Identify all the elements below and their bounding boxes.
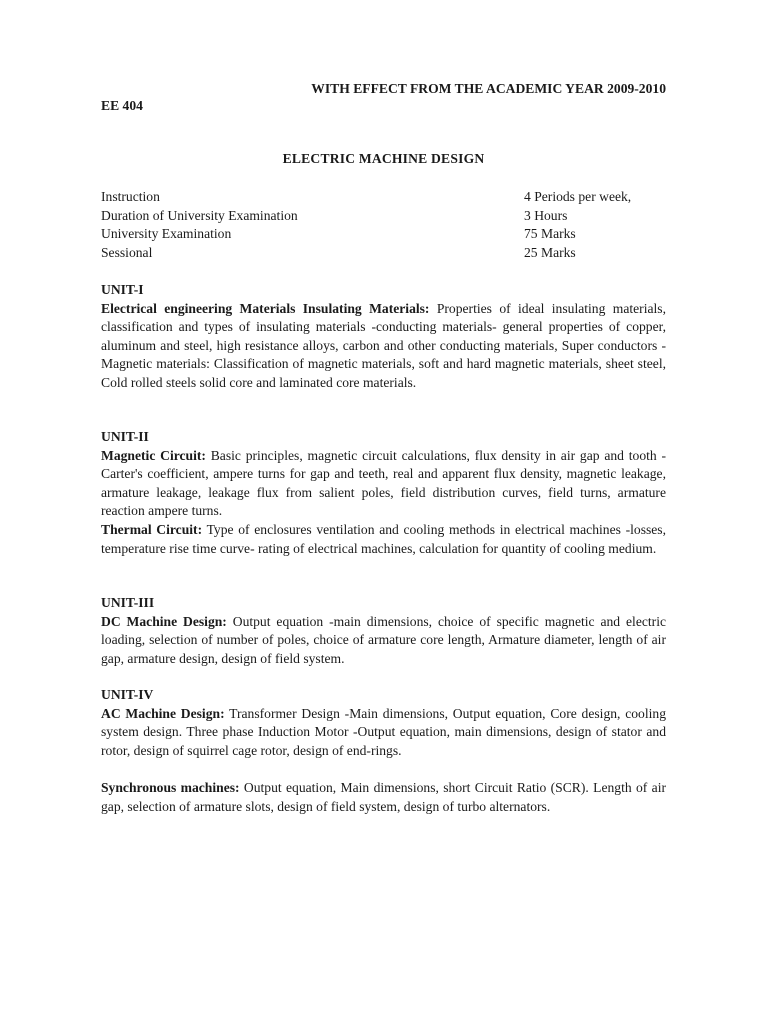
unit-3-section	[101, 594, 666, 668]
unit-paragraph	[101, 521, 666, 558]
unit-paragraph	[101, 447, 666, 521]
topic-heading: AC Machine Design:	[101, 705, 225, 721]
topic-text: Type of enclosures ventilation and cooling methods in electrical machines -losses, temperature rise time curve- rating of electrical machines, calculation for quantity of cooling medium.	[101, 521, 666, 556]
topic-heading: DC Machine Design:	[101, 613, 227, 629]
unit-4-section	[101, 686, 666, 760]
info-value: 25 Marks	[524, 244, 576, 260]
course-title: ELECTRIC MACHINE DESIGN	[282, 151, 485, 166]
unit-1-section	[101, 281, 666, 393]
info-value: 75 Marks	[524, 226, 576, 242]
info-row	[101, 188, 666, 207]
course-code: EE 404	[101, 98, 143, 113]
info-label: Instruction	[101, 189, 160, 204]
topic-text: Transformer Design -Main dimensions, Output equation, Core design, cooling system design. Three phase Induction Motor -Output equation, main dimensions, design of stator and rotor, design of squirrel cage rotor, design of end-rings.	[101, 705, 666, 758]
info-row	[101, 225, 666, 244]
unit-heading: UNIT-II	[101, 429, 149, 444]
topic-text: Properties of ideal insulating materials, classification and types of insulating materials -conducting materials- general properties of copper, aluminum and steel, high resistance alloys, carbon and other conducting materials, Super conductors -Magnetic materials: Classification of magnetic materials, soft and hard magnetic materials, sheet steel, Cold rolled steels solid core and laminated core materials.	[101, 300, 666, 390]
topic-heading: Magnetic Circuit:	[101, 447, 206, 463]
unit-heading: UNIT-IV	[101, 687, 154, 702]
topic-heading: Thermal Circuit:	[101, 521, 203, 537]
unit-paragraph	[101, 300, 666, 393]
info-row	[101, 207, 666, 226]
unit-heading: UNIT-III	[101, 595, 155, 610]
topic-text: Basic principles, magnetic circuit calculations, flux density in air gap and tooth -Carter's coefficient, ampere turns for gap and teeth, real and apparent flux density, magnetic leakage, armature leakage, leakage flux from salient poles, field distribution curves, field turns, armature reaction ampere turns.	[101, 447, 666, 519]
topic-text: Output equation, Main dimensions, short Circuit Ratio (SCR). Length of air gap, selection of armature slots, design of field system, design of turbo alternators.	[101, 780, 666, 814]
info-value: 3 Hours	[524, 207, 568, 223]
topic-text: Output equation -main dimensions, choice of specific magnetic and electric loading, selection of number of poles, choice of armature core length, Armature diameter, length of air gap, armature design, design of field system.	[101, 613, 667, 666]
info-label: University Examination	[101, 226, 232, 242]
unit-paragraph	[101, 613, 666, 669]
info-value: 4 Periods per week,	[524, 189, 632, 204]
topic-heading: Electrical engineering Materials Insulating Materials:	[101, 300, 430, 316]
synchronous-machines-paragraph	[101, 779, 666, 816]
info-label: Sessional	[101, 244, 153, 260]
unit-2-section	[101, 428, 666, 558]
info-row	[101, 244, 666, 263]
info-label: Duration of University Examination	[101, 207, 298, 223]
unit-heading: UNIT-I	[101, 282, 144, 297]
course-info	[101, 188, 666, 262]
unit-paragraph	[101, 705, 666, 761]
topic-heading: Synchronous machines:	[101, 780, 240, 795]
effect-header: WITH EFFECT FROM THE ACADEMIC YEAR 2009-2010	[311, 81, 666, 96]
